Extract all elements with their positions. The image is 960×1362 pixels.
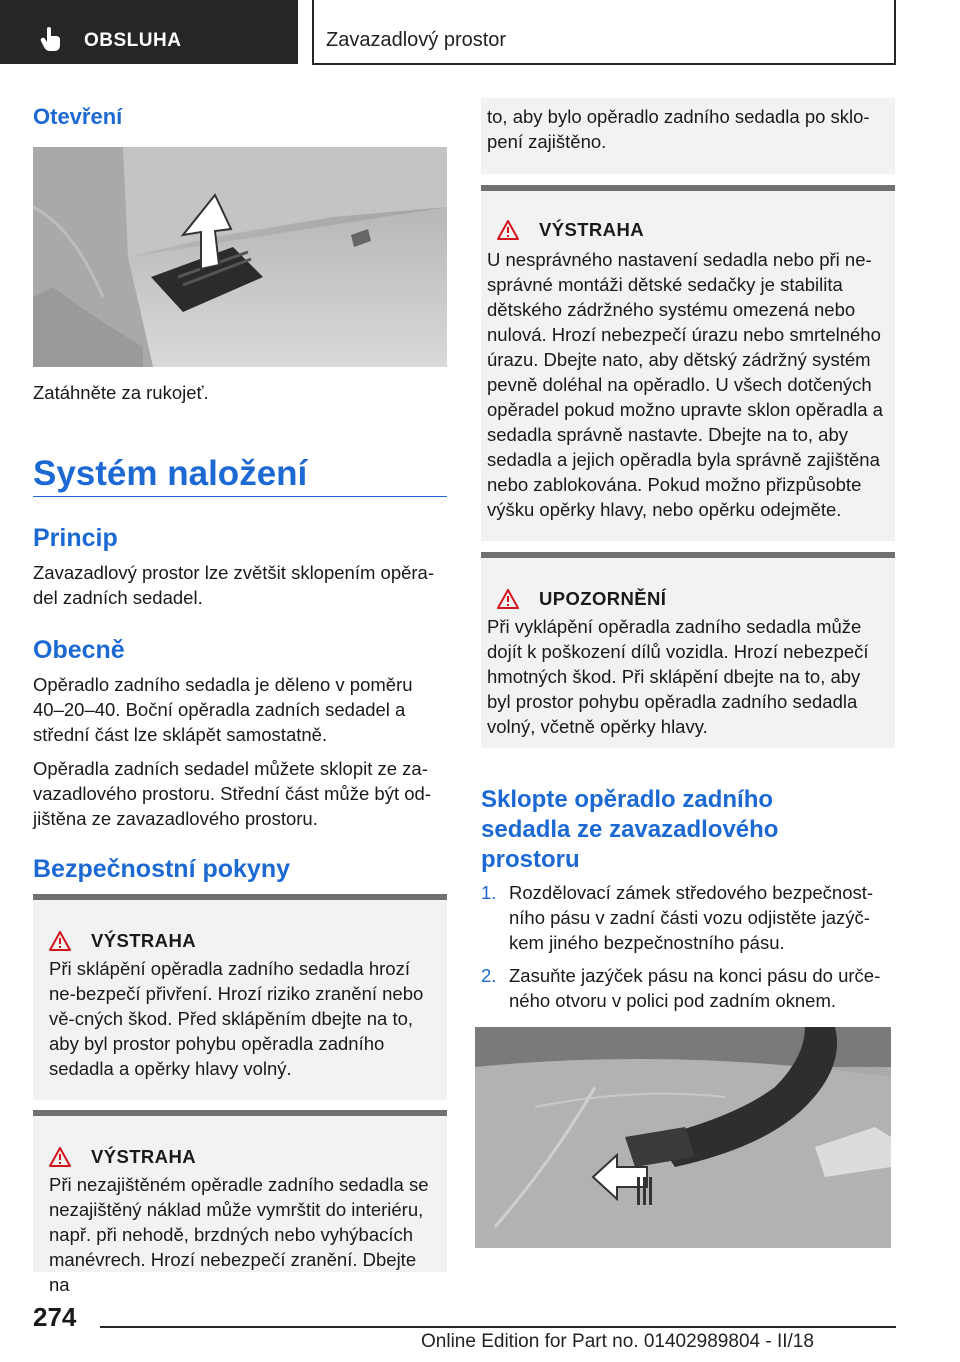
caution-box <box>481 552 895 748</box>
warning-3-text: U nesprávného nastavení sedadla nebo při ne-správné montáži dětské sedačky je stabilita dětského zádržného systému omezená nebo nulová. Hrozí nebezpečí úrazu nebo smrtelného úrazu. Dbejte nato, aby dětský zádržný systém pevně doléhal na opěradlo. U všech dotčených opěradel pokud možno upravte sklon opěradla a sedadla správně nastavte. Dbejte na to, aby sedadla a jejich opěradla byla správně zajištěna nebo zablokována. Pokud možno přizpůsobte výšku opěrky hlavy, nebo opěrku odejměte. <box>487 249 883 520</box>
main-heading: Systém naložení <box>33 454 308 493</box>
warning-1-title: VÝSTRAHA <box>91 930 196 951</box>
warning-continuation-text: to, aby bylo opěradlo zadního sedadla po sklo-pení zajištěno. <box>487 106 870 152</box>
principle-text: Zavazadlový prostor lze zvětšit sklopením opěra-del zadních sedadel. <box>33 562 435 608</box>
caution-title: UPOZORNĚNÍ <box>539 588 667 609</box>
header-section-label: OBSLUHA <box>84 30 182 51</box>
page-number: 274 <box>33 1302 77 1332</box>
seatbelt-tongue-photo <box>475 1027 891 1248</box>
footer-rule <box>100 1326 896 1328</box>
warning-box-3 <box>481 185 895 541</box>
footer-edition: Online Edition for Part no. 01402989804 - II/18 <box>421 1331 814 1352</box>
header-divider-right <box>894 0 896 64</box>
warning-triangle-icon <box>49 931 71 951</box>
warning-3-title: VÝSTRAHA <box>539 219 644 240</box>
header-title: Zavazadlový prostor <box>326 29 507 51</box>
fold-heading: Sklopte opěradlo zadního sedadla ze zavazadlového prostoru <box>481 786 779 873</box>
caution-text: Při vyklápění opěradla zadního sedadla může dojít k poškození dílů vozidla. Hrozí nebezpečí hmotných škod. Při sklápění dbejte na to, aby byl prostor pohybu opěradla zadního sedadla volný, včetně opěrky hlavy. <box>487 616 869 737</box>
opening-heading: Otevření <box>33 104 123 129</box>
photo1-caption: Zatáhněte za rukojeť. <box>33 382 209 403</box>
trunk-handle-photo <box>33 147 447 367</box>
warning-2-title: VÝSTRAHA <box>91 1146 196 1167</box>
step-text: Zasuňte jazýček pásu na konci pásu do urče-ného otvoru v polici pod zadním oknem. <box>509 965 881 1011</box>
caution-triangle-icon <box>497 589 519 609</box>
warning-1-text: Při sklápění opěradla zadního sedadla hrozí ne-bezpečí přivření. Hrozí riziko zranění nebo vě-cných škod. Před sklápěním dbejte na to, aby byl prostor pohybu opěradla zadního sedadla a opěrky hlavy volný. <box>49 958 424 1079</box>
step-number: 1. <box>481 882 497 903</box>
header-section-tab[interactable] <box>0 0 298 64</box>
warning-box-2 <box>33 1110 447 1295</box>
main-heading-rule <box>33 496 447 497</box>
hand-pointer-icon <box>40 27 62 51</box>
header-divider <box>312 0 314 64</box>
safety-heading: Bezpečnostní pokyny <box>33 855 290 883</box>
warning-continuation-box <box>481 98 895 174</box>
general-text-2: Opěradla zadních sedadel můžete sklopit ze za-vazadlového prostoru. Střední část může být od-jištěna ze zavazadlového prostoru. <box>33 758 431 829</box>
step-text: Rozdělovací zámek středového bezpečnost-ního pásu v zadní části vozu odjistěte jazýč-kem jiného bezpečnostního pásu. <box>509 882 874 953</box>
warning-triangle-icon <box>497 220 519 240</box>
warning-box-1 <box>33 894 447 1100</box>
step-number: 2. <box>481 965 497 986</box>
warning-triangle-icon <box>49 1147 71 1167</box>
principle-heading: Princip <box>33 524 118 552</box>
general-heading: Obecně <box>33 636 125 664</box>
general-text-1: Opěradlo zadního sedadla je děleno v poměru 40–20–40. Boční opěradla zadních sedadel a střední část lze sklápět samostatně. <box>33 674 413 745</box>
header-rule <box>312 63 896 65</box>
warning-2-text: Při nezajištěném opěradle zadního sedadla se nezajištěný náklad může vymrštit do interiéru, např. při nehodě, brzdných nebo vyhýbacích manévrech. Hrozí nebezpečí zranění. Dbejte na <box>49 1174 429 1295</box>
